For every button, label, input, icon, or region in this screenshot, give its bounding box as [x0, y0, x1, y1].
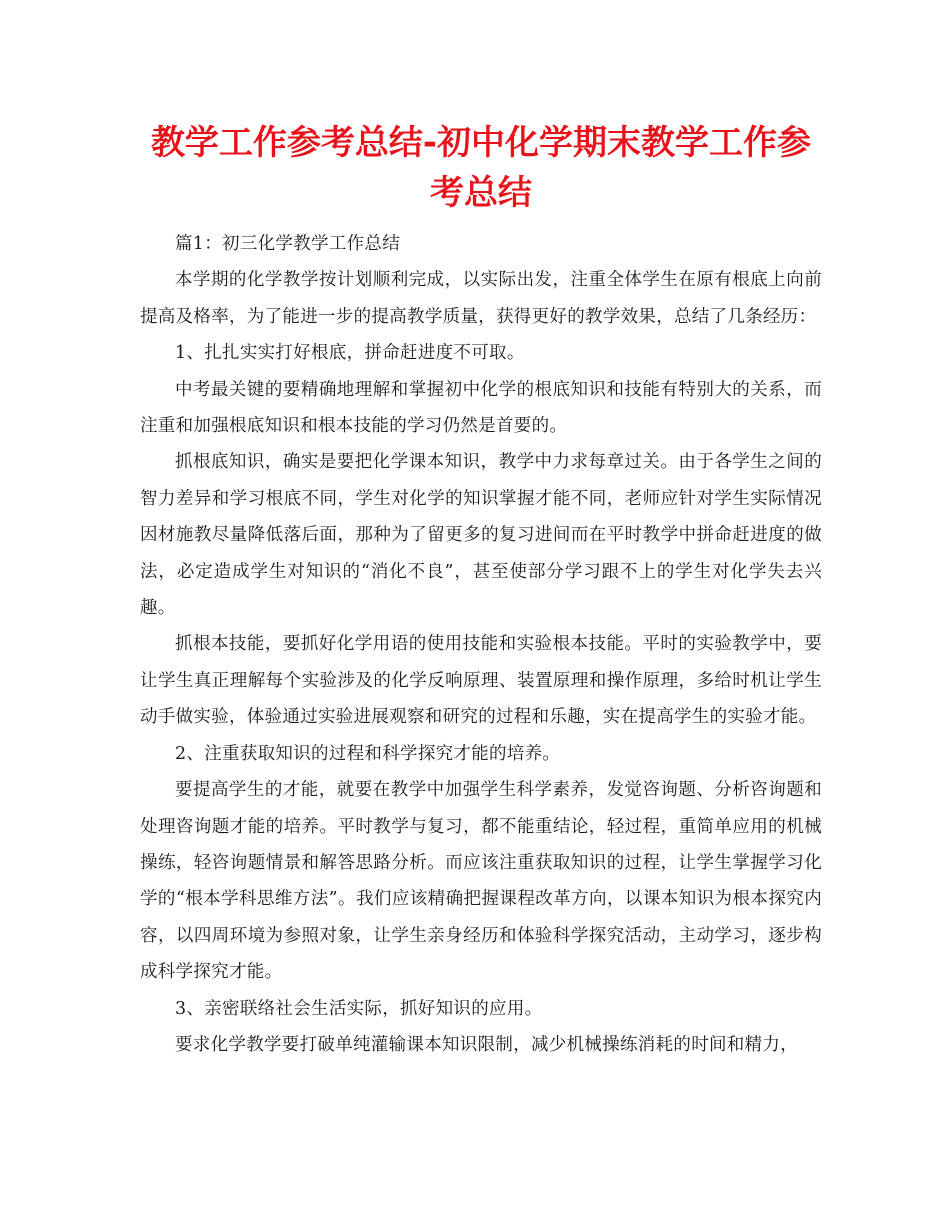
list-item-heading: 1、扎扎实实打好根底，拼命赶进度不可取。	[175, 343, 525, 364]
paragraph: 要求化学教学要打破单纯灌输课本知识限制，减少机械操练消耗的时间和精力，	[175, 1034, 798, 1055]
paragraph: 抓根本技能，要抓好化学用语的使用技能和实验根本技能。平时的实验教学中，要让学生真正理解每个实验涉及的化学反响原理、装置原理和操作原理，多给时机让学生动手做实验，体验通过实验进展观察和研究的过程和乐趣，实在提高学生的实验才能。	[140, 634, 822, 728]
paragraph: 抓根底知识，确实是要把化学课本知识，教学中力求每章过关。由于各学生之间的智力差异和学习根底不同，学生对化学的知识掌握才能不同，老师应针对学生实际情况因材施教尽量降低落后面，那种为了留更多的复习进间而在平时教学中拼命赶进度的做法，必定造成学生对知识的“消化不良”，甚至使部分学习跟不上的学生对化学失去兴趣。	[140, 452, 822, 619]
list-item-heading: 2、注重获取知识的过程和科学探究才能的培养。	[175, 743, 561, 764]
paragraph: 要提高学生的才能，就要在教学中加强学生科学素养，发觉咨询题、分析咨询题和处理咨询题才能的培养。平时教学与复习，都不能重结论，轻过程，重简单应用的机械操练，轻咨询题情景和解答思路分析。而应该注重获取知识的过程，让学生掌握学习化学的“根本学科思维方法”。我们应该精确把握课程改革方向，以课本知识为根本探究内容，以四周环境为参照对象，让学生亲身经历和体验科学探究活动，主动学习，逐步构成科学探究才能。	[140, 780, 822, 983]
section-heading: 篇1：初三化学教学工作总结	[175, 234, 401, 254]
document-title: 教学工作参考总结-初中化学期末教学工作参考总结	[150, 123, 812, 213]
paragraph: 本学期的化学教学按计划顺利完成，以实际出发，注重全体学生在原有根底上向前提高及格率，为了能进一步的提高教学质量，获得更好的教学效果，总结了几条经历：	[140, 270, 822, 327]
paragraph: 中考最关键的要精确地理解和掌握初中化学的根底知识和技能有特别大的关系，而注重和加强根底知识和根本技能的学习仍然是首要的。	[140, 379, 822, 437]
document-body	[140, 226, 822, 1063]
list-item-heading: 3、亲密联络社会生活实际，抓好知识的应用。	[175, 998, 543, 1019]
